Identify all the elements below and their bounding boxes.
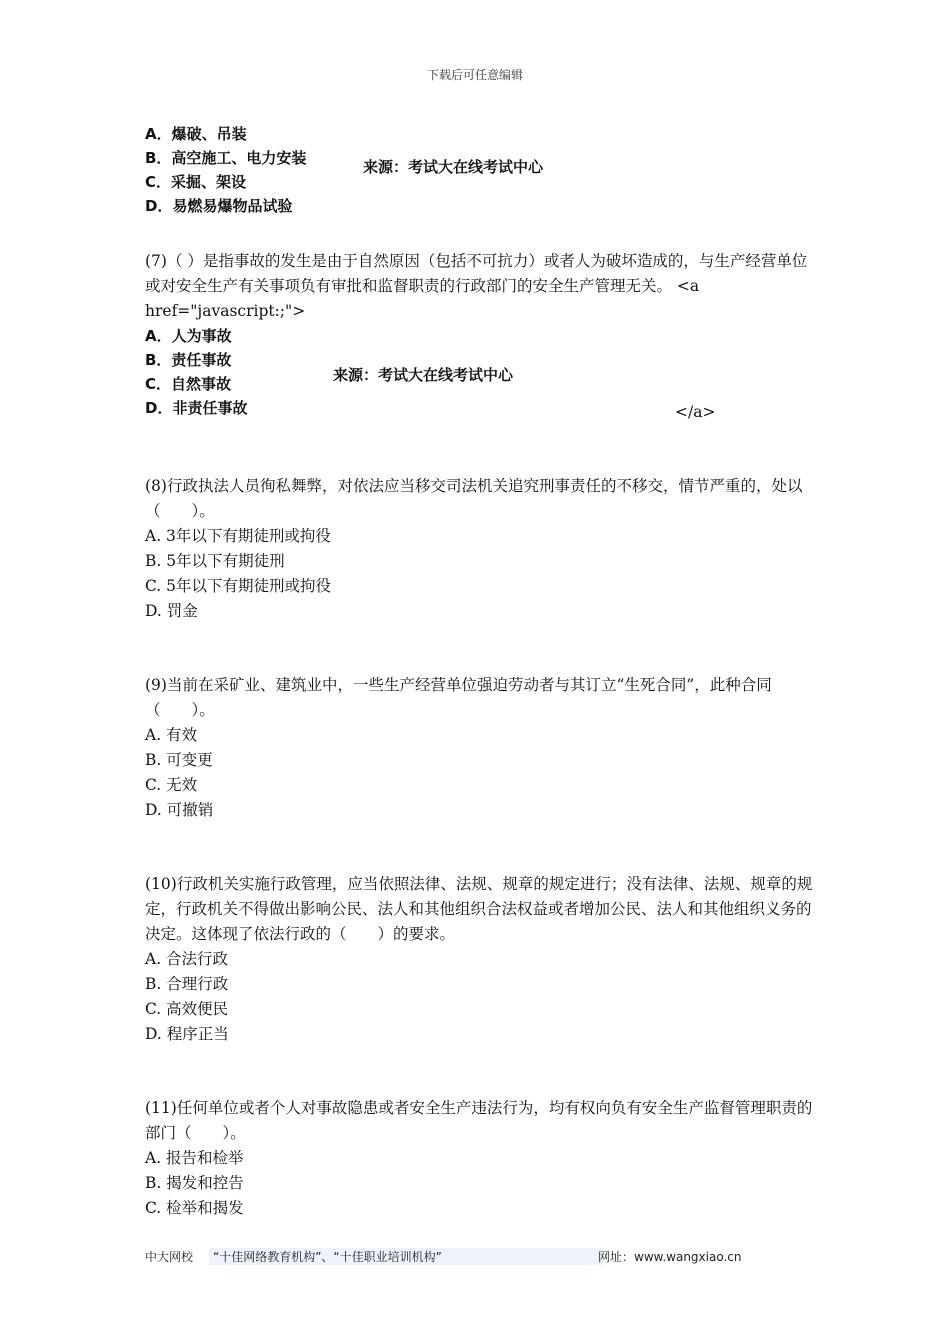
q10-option-b: B. 合理行政	[145, 975, 229, 993]
q8-stem: (8)行政执法人员徇私舞弊，对依法应当移交司法机关追究刑事责任的不移交，情节严重的，处以（ ）。	[145, 477, 803, 520]
q9-option-c: C. 无效	[145, 776, 198, 794]
header-note: 下载后可任意编辑	[426, 68, 523, 82]
q7-option-b: B．责任事故	[145, 351, 232, 369]
q6-options-image	[145, 122, 605, 218]
q11-option-a: A. 报告和检举	[145, 1149, 244, 1167]
q7-options-image	[145, 324, 605, 420]
page-footer	[145, 1248, 805, 1266]
q10-stem: (10)行政机关实施行政管理，应当依照法律、法规、规章的规定进行；没有法律、法规、规章的规定，行政机关不得做出影响公民、法人和其他组织合法权益或者增加公民、法人和其他组织义务的决定。这体现了依法行政的（ ）的要求。	[145, 875, 813, 943]
q6-option-c: C．采掘、架设	[145, 173, 247, 191]
q11-stem: (11)任何单位或者个人对事故隐患或者安全生产违法行为，均有权向负有安全生产监督管理职责的部门（ ）。	[145, 1099, 813, 1142]
q7-stem-text: (7)（ ）是指事故的发生是由于自然原因（包括不可抗力）或者人为破坏造成的，与生产经营单位或对安全生产有关事项负有审批和监督职责的行政部门的安全生产管理无关。 <a href="javascript:;">	[145, 252, 808, 320]
q9-option-d: D. 可撤销	[145, 801, 214, 819]
q8-option-c: C. 5年以下有期徒刑或拘役	[145, 577, 332, 595]
q10-block	[145, 872, 815, 1047]
footer-site-link[interactable]: 网址：www.wangxiao.cn	[598, 1250, 742, 1264]
footer-slogan: “十佳网络教育机构”、“十佳职业培训机构”	[209, 1248, 603, 1265]
q6-option-b: B．高空施工、电力安装	[145, 149, 307, 167]
q7-option-a: A．人为事故	[145, 327, 232, 345]
q9-option-a: A. 有效	[145, 726, 198, 744]
q8-option-d: D. 罚金	[145, 602, 198, 620]
q7-option-c: C．自然事故	[145, 375, 232, 393]
q7-stem	[145, 249, 815, 324]
q9-option-b: B. 可变更	[145, 751, 213, 769]
q10-option-c: C. 高效便民	[145, 1000, 229, 1018]
q6-option-d: D．易燃易爆物品试验	[145, 197, 293, 215]
q8-option-b: B. 5年以下有期徒刑	[145, 552, 285, 570]
q6-source: 来源：考试大在线考试中心	[363, 158, 544, 176]
q11-option-c: C. 检举和揭发	[145, 1199, 244, 1217]
q7-source: 来源：考试大在线考试中心	[333, 366, 514, 384]
q10-option-d: D. 程序正当	[145, 1025, 229, 1043]
q6-option-a: A．爆破、吊装	[145, 125, 247, 143]
q8-block	[145, 474, 815, 624]
q9-block	[145, 673, 815, 823]
q10-option-a: A. 合法行政	[145, 950, 229, 968]
q9-stem: (9)当前在采矿业、建筑业中，一些生产经营单位强迫劳动者与其订立“生死合同”，此种合同（ ）。	[145, 676, 772, 719]
q7-close-tag: </a>	[675, 403, 716, 421]
footer-brand: 中大网校	[145, 1250, 194, 1264]
q7-option-d: D．非责任事故	[145, 399, 248, 417]
q11-block	[145, 1096, 815, 1221]
q8-option-a: A. 3年以下有期徒刑或拘役	[145, 527, 331, 545]
q11-option-b: B. 揭发和控告	[145, 1174, 244, 1192]
